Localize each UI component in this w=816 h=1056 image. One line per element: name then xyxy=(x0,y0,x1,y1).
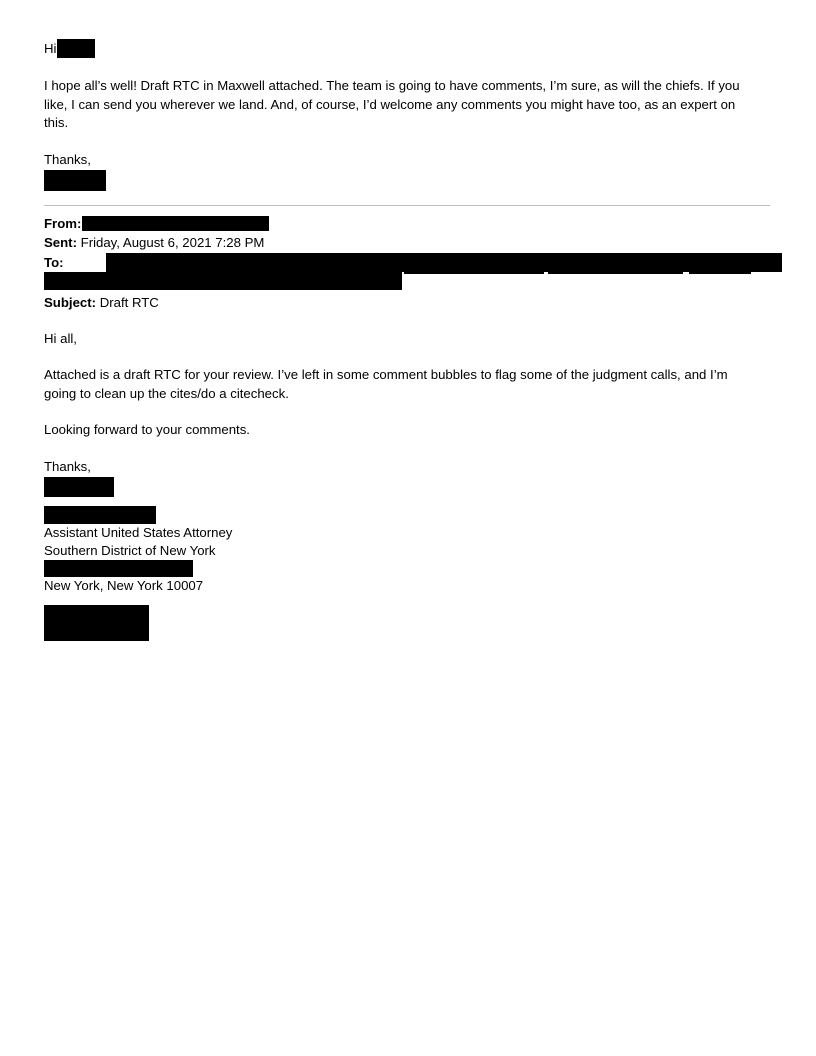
redaction-bar-signature-contact xyxy=(44,605,149,641)
redaction-bar-to-row3c xyxy=(689,272,751,274)
intro-paragraph: I hope all’s well! Draft RTC in Maxwell attached. The team is going to have comments, I’m sure, as will the chiefs. If you like, I can send you wherever we land. And, of course, I’d welcome any comments you might have too, as an expert on this. xyxy=(44,78,740,131)
from-label: From: xyxy=(44,215,82,231)
redaction-bar-signature-name xyxy=(44,506,156,524)
greeting-text: Hi xyxy=(44,41,57,56)
quoted-from-line xyxy=(44,214,770,233)
subject-label: Subject: xyxy=(44,294,97,310)
redaction-bar-sender-signature xyxy=(44,170,106,191)
redaction-bar-from-address xyxy=(82,216,269,231)
redaction-bar-to-row2 xyxy=(44,272,402,290)
redaction-bar-to-row3b xyxy=(548,272,683,274)
signature-title: Assistant United States Attorney xyxy=(44,525,233,541)
signature-block xyxy=(44,506,770,641)
redaction-bar-quoted-signature xyxy=(44,477,114,497)
quoted-to-line xyxy=(44,253,770,289)
subject-value: Draft RTC xyxy=(99,294,159,310)
to-label: To: xyxy=(44,254,64,270)
redaction-bar-to-row3a xyxy=(404,272,544,274)
signature-office: Southern District of New York xyxy=(44,543,216,559)
signature-city-state-zip: New York, New York 10007 xyxy=(44,578,204,594)
quoted-paragraph-2: Looking forward to your comments. xyxy=(44,422,250,438)
quoted-paragraph-1: Attached is a draft RTC for your review. I’ve left in some comment bubbles to flag some of the judgment calls, and I’m going to clean up the cites/do a citecheck. xyxy=(44,367,728,401)
redaction-bar-greeting-name xyxy=(57,39,95,58)
closing-line-1: Thanks, xyxy=(44,151,91,167)
quoted-sent-line xyxy=(44,233,770,252)
header-divider xyxy=(44,205,770,206)
greeting-line xyxy=(44,40,770,59)
quoted-greeting: Hi all, xyxy=(44,330,77,346)
redaction-bar-signature-address xyxy=(44,560,193,577)
sent-label: Sent: xyxy=(44,234,77,250)
quoted-subject-line xyxy=(44,293,770,312)
quoted-closing: Thanks, xyxy=(44,458,91,474)
sent-value: Friday, August 6, 2021 7:28 PM xyxy=(80,234,265,250)
redaction-bar-to-row1 xyxy=(106,253,782,272)
